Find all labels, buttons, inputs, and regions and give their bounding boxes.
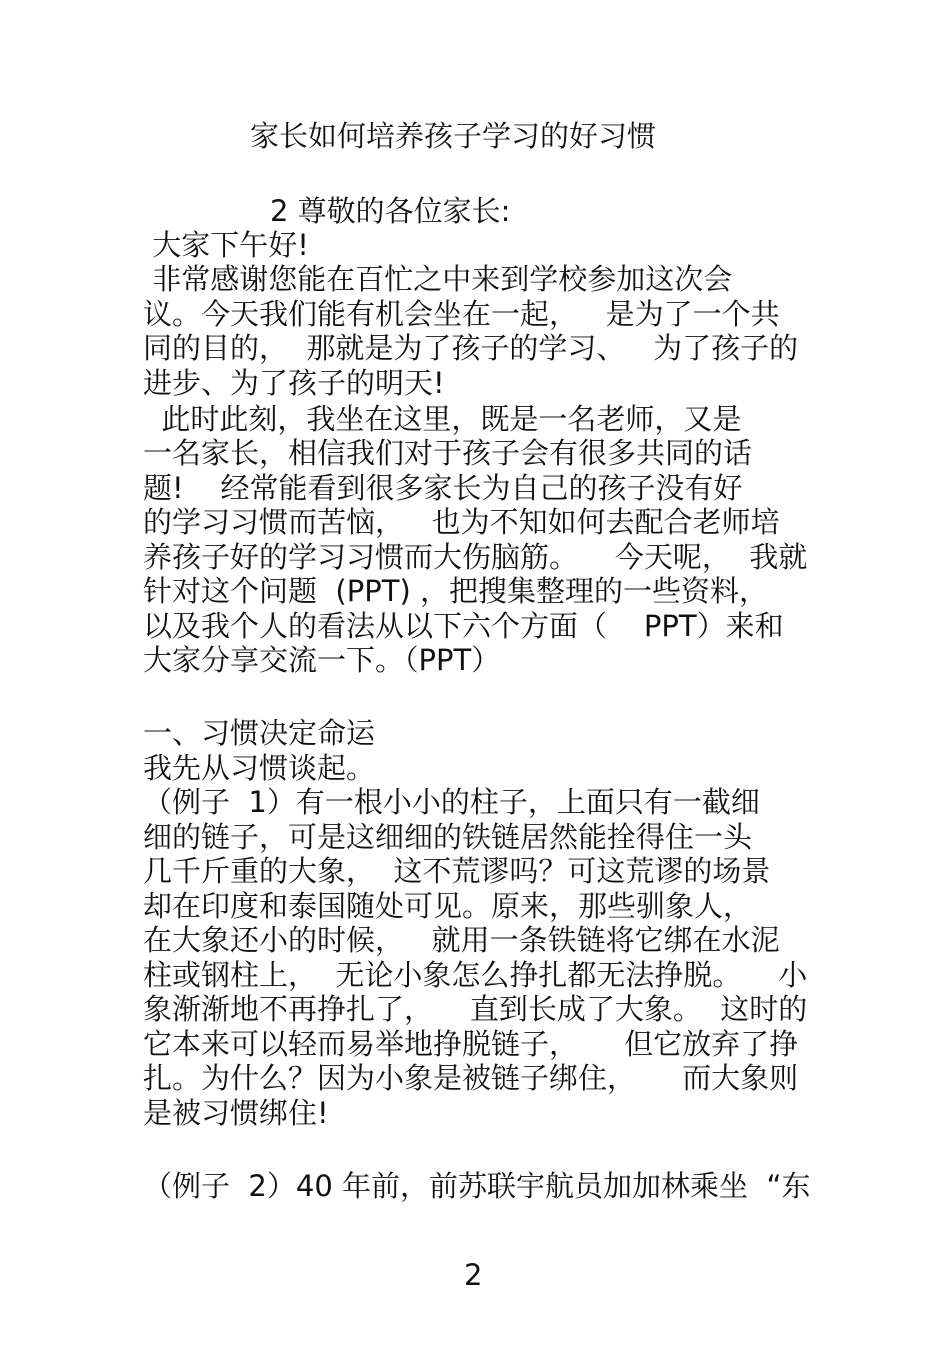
text-line: 进步、为了孩子的明天! [143, 366, 445, 400]
text-line: 我先从习惯谈起。 [143, 751, 376, 785]
text-line: 一名家长，相信我们对于孩子会有很多共同的话 [143, 436, 753, 470]
text-line: 却在印度和泰国随处可见。原来，那些驯象人， [143, 889, 753, 923]
text-line: 大家下午好! [143, 228, 309, 262]
text-line: 养孩子好的学习习惯而大伤脑筋。 今天呢， 我就 [143, 540, 808, 574]
text-line: 象渐渐地不再挣扎了， 直到长成了大象。 这时的 [143, 992, 808, 1026]
text-line: 在大象还小的时候， 就用一条铁链将它绑在水泥 [143, 923, 780, 957]
text-line: 以及我个人的看法从以下六个方面（ PPT）来和 [143, 609, 784, 643]
text-line: 它本来可以轻而易举地挣脱链子， 但它放弃了挣 [143, 1027, 799, 1061]
text-line: （例子 2）40 年前，前苏联宇航员加加林乘坐 “东 [143, 1169, 811, 1203]
document-title: 家长如何培养孩子学习的好习惯 [250, 119, 657, 153]
text-line: 的学习习惯而苦恼， 也为不知如何去配合老师培 [143, 505, 780, 539]
text-line: 扎。为什么？因为小象是被链子绑住， 而大象则 [143, 1061, 799, 1095]
text-line: 非常感谢您能在百忙之中来到学校参加这次会 [143, 262, 733, 296]
text-line: 细的链子，可是这细细的铁链居然能拴得住一头 [143, 820, 753, 854]
text-line: 2 尊敬的各位家长: [270, 194, 511, 228]
text-line: 柱或钢柱上， 无论小象怎么挣扎都无法挣脱。 小 [143, 958, 808, 992]
text-line: 同的目的， 那就是为了孩子的学习、 为了孩子的 [143, 331, 799, 365]
text-line: 是被习惯绑住! [143, 1096, 329, 1130]
text-line: 大家分享交流一下。（PPT） [143, 643, 501, 677]
text-line: 议。今天我们能有机会坐在一起， 是为了一个共 [143, 297, 780, 331]
text-line: （例子 1）有一根小小的柱子，上面只有一截细 [143, 785, 760, 819]
text-line: 几千斤重的大象， 这不荒谬吗？可这荒谬的场景 [143, 854, 771, 888]
text-line: 此时此刻，我坐在这里，既是一名老师，又是 [143, 402, 742, 436]
text-line: 题! 经常能看到很多家长为自己的孩子没有好 [143, 471, 743, 505]
text-line: 针对这个问题 (PPT) ，把搜集整理的一些资料， [143, 574, 768, 608]
section-heading: 一、习惯决定命运 [143, 716, 376, 750]
page-number: 2 [464, 1258, 483, 1292]
